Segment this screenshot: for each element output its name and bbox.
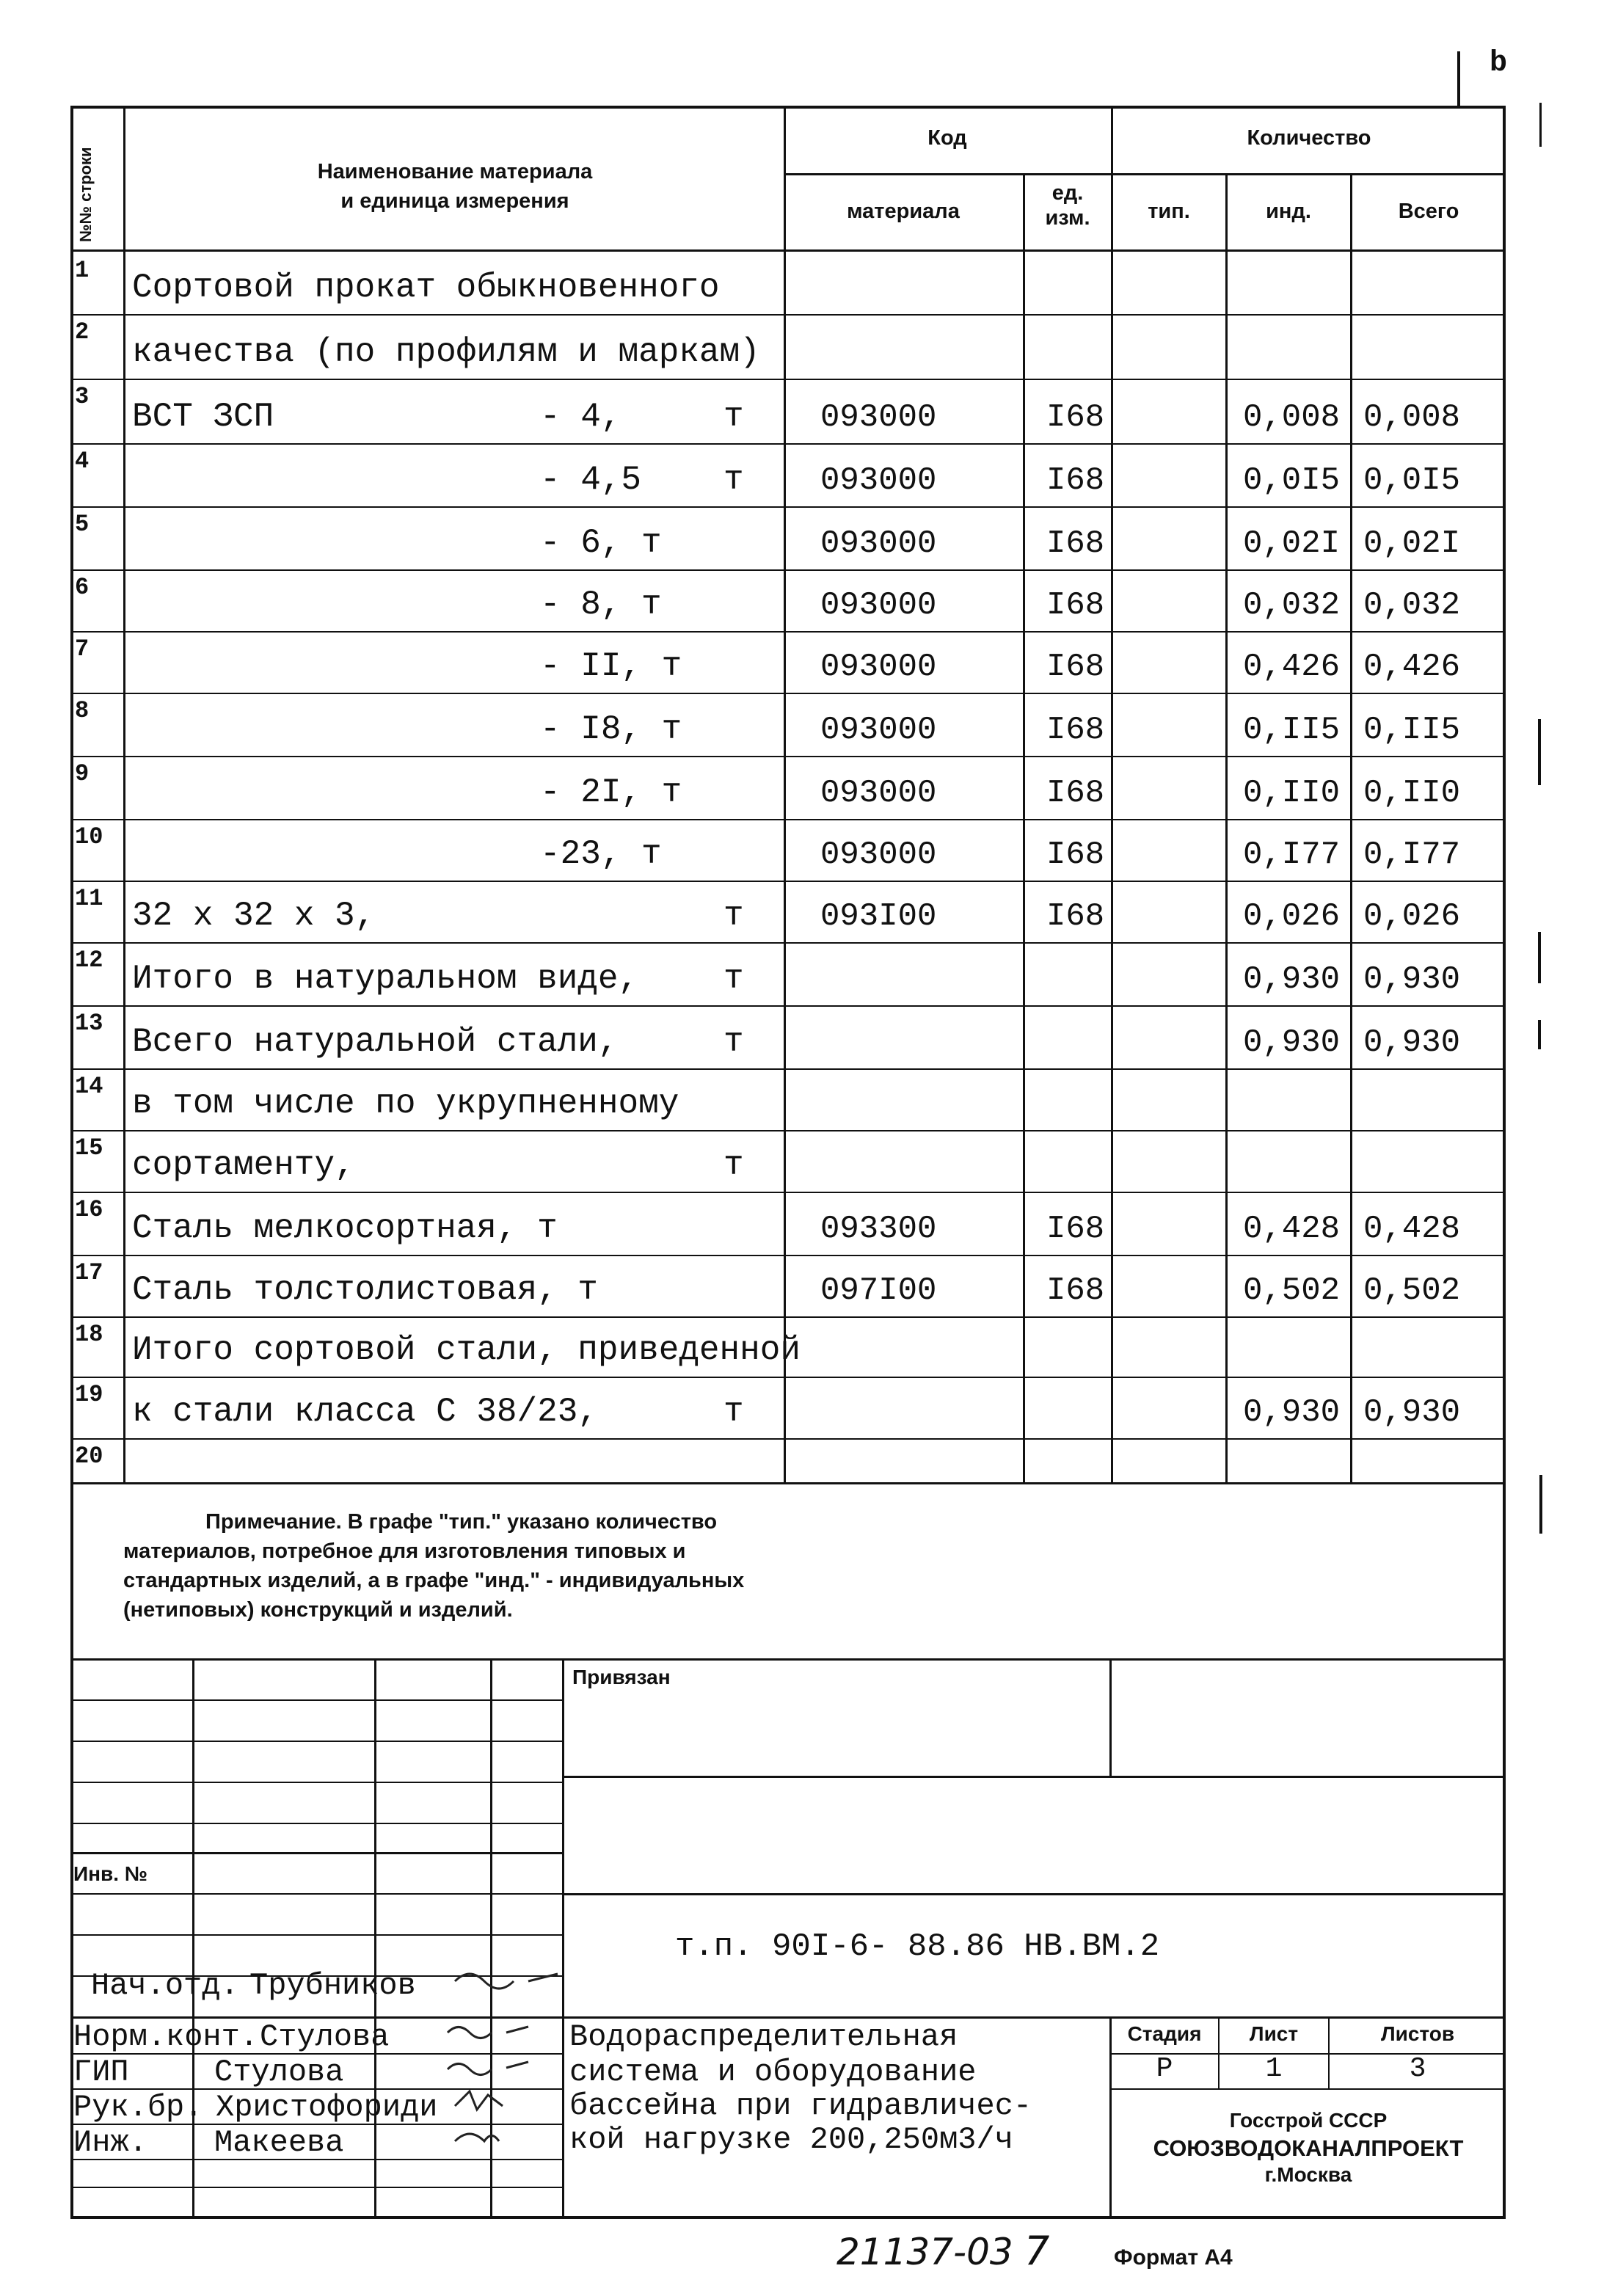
row-qty-ind: 0,032 [1243, 587, 1341, 624]
row-dimension: -23, т [540, 835, 662, 873]
row-unit: т [723, 960, 744, 998]
row-divider [70, 881, 1506, 882]
row-material-name: ВСТ ЗСП [132, 398, 274, 436]
row-number: 7 [75, 635, 90, 663]
row-number: 15 [75, 1134, 103, 1162]
stage-value: Р [1156, 2053, 1173, 2085]
row-qty-ind: 0,026 [1243, 898, 1341, 935]
row-unit: т [723, 461, 744, 499]
row-code-material: 093000 [820, 462, 937, 499]
title-line-3: бассейна при гидравличес- [569, 2088, 1032, 2124]
row-number: 12 [75, 947, 103, 974]
note-line-4: (нетиповых) конструкций и изделий. [123, 1598, 513, 1622]
row-material-name: Сталь толстолистовая, т [132, 1271, 598, 1309]
org-line-3: г.Москва [1264, 2163, 1352, 2186]
row-code-material: 097I00 [820, 1272, 937, 1309]
note-line-1: Примечание. В графе "тип." указано количество [205, 1510, 718, 1534]
row-divider [70, 631, 1506, 633]
header-code-material: материала [847, 200, 960, 223]
header-quantity: Количество [1247, 126, 1371, 150]
stage-label: Стадия [1127, 2022, 1202, 2045]
row-number: 1 [75, 257, 90, 284]
row-dimension: - I8, т [540, 710, 682, 748]
row-dimension: - II, т [540, 647, 682, 685]
row-qty-total: 0,I77 [1363, 837, 1461, 873]
sheets-label: Листов [1380, 2022, 1455, 2045]
row-number: 13 [75, 1010, 103, 1037]
row-code-material: 093000 [820, 775, 937, 812]
row-divider [70, 506, 1506, 508]
person-role-2: Норм.конт. [73, 2019, 259, 2055]
row-code-unit: I68 [1046, 587, 1105, 624]
row-qty-ind: 0,I77 [1243, 837, 1341, 873]
row-qty-ind: 0,II5 [1243, 712, 1341, 748]
row-material-name: 32 x 32 x 3, [132, 897, 376, 935]
person-name-5: Макеева [214, 2125, 344, 2160]
row-unit: т [723, 1023, 744, 1061]
row-qty-total: 0,026 [1363, 898, 1461, 935]
row-divider [70, 756, 1506, 757]
row-divider [70, 1192, 1506, 1193]
row-material-name: Всего натуральной стали, [132, 1023, 619, 1061]
row-qty-ind: 0,008 [1243, 399, 1341, 436]
row-number: 16 [75, 1196, 103, 1223]
row-code-unit: I68 [1046, 712, 1105, 748]
row-divider [70, 1068, 1506, 1070]
row-qty-total: 0,502 [1363, 1272, 1461, 1309]
row-qty-total: 0,930 [1363, 1394, 1461, 1431]
row-number: 11 [75, 885, 103, 912]
sheet-value: 1 [1265, 2053, 1283, 2085]
row-code-unit: I68 [1046, 898, 1105, 935]
row-number: 8 [75, 697, 90, 724]
row-material-name: сортаменту, [132, 1146, 355, 1184]
row-code-material: 093I00 [820, 898, 937, 935]
row-code-material: 093300 [820, 1211, 937, 1247]
header-qty-type: тип. [1148, 200, 1190, 223]
row-qty-total: 0,032 [1363, 587, 1461, 624]
row-qty-ind: 0,428 [1243, 1211, 1341, 1247]
row-divider [70, 819, 1506, 820]
row-qty-ind: 0,930 [1243, 1024, 1341, 1061]
inv-no-label: Инв. № [73, 1862, 148, 1885]
row-qty-ind: 0,502 [1243, 1272, 1341, 1309]
org-line-1: Госстрой СССР [1229, 2109, 1388, 2132]
row-qty-ind: 0,II0 [1243, 775, 1341, 812]
document-code: т.п. 90I-6- 88.86 НВ.ВМ.2 [675, 1928, 1160, 1965]
row-qty-total: 0,428 [1363, 1211, 1461, 1247]
row-divider [70, 1255, 1506, 1256]
row-material-name: качества (по профилям и маркам) [132, 333, 760, 371]
row-qty-total: 0,II0 [1363, 775, 1461, 812]
row-material-name: в том числе по укрупненному [132, 1085, 679, 1123]
sheet-label: Лист [1249, 2022, 1299, 2045]
corner-mark: b [1490, 47, 1508, 80]
row-number: 17 [75, 1259, 103, 1286]
row-unit: т [723, 1393, 744, 1431]
row-qty-total: 0,930 [1363, 961, 1461, 998]
row-code-unit: I68 [1046, 837, 1105, 873]
row-code-unit: I68 [1046, 649, 1105, 685]
row-code-material: 093000 [820, 525, 937, 562]
row-qty-ind: 0,930 [1243, 961, 1341, 998]
row-qty-total: 0,426 [1363, 649, 1461, 685]
row-qty-total: 0,0I5 [1363, 462, 1461, 499]
row-divider [70, 1005, 1506, 1007]
row-divider [70, 1377, 1506, 1378]
person-role-5: Инж. [73, 2125, 147, 2160]
row-dimension: - 4, [540, 398, 621, 436]
header-material-name: Наименование материала и единица измерения [317, 160, 593, 213]
row-qty-ind: 0,426 [1243, 649, 1341, 685]
row-number: 20 [75, 1443, 103, 1470]
row-divider [70, 693, 1506, 694]
note-line-2: материалов, потребное для изготовления типовых и [123, 1539, 686, 1563]
row-number: 10 [75, 823, 103, 850]
row-divider [70, 379, 1506, 380]
row-unit: т [723, 1146, 744, 1184]
note-line-3: стандартных изделий, а в графе "инд." - индивидуальных [123, 1569, 745, 1592]
row-number: 2 [75, 318, 90, 346]
person-role-3: ГИП [73, 2055, 129, 2090]
person-role-4: Рук.бр. [73, 2090, 203, 2125]
row-divider [70, 569, 1506, 571]
row-number: 9 [75, 760, 90, 787]
header-qty-ind: инд. [1266, 200, 1311, 223]
row-qty-total: 0,930 [1363, 1024, 1461, 1061]
row-code-unit: I68 [1046, 1272, 1105, 1309]
row-number: 6 [75, 574, 90, 601]
row-number: 5 [75, 511, 90, 538]
row-code-material: 093000 [820, 649, 937, 685]
org-line-2: СОЮЗВОДОКАНАЛПРОЕКТ [1153, 2135, 1464, 2161]
person-name-4: Христофориди [216, 2090, 438, 2125]
person-name-2: Стулова [260, 2019, 390, 2055]
row-divider [70, 942, 1506, 944]
row-material-name: Сортовой прокат обыкновенного [132, 269, 720, 307]
row-material-name: Итого в натуральном виде, [132, 960, 639, 998]
row-dimension: - 4,5 [540, 461, 642, 499]
person-name-1: Трубников [249, 1968, 416, 2003]
row-divider [70, 1130, 1506, 1131]
footer-page: 7 [1024, 2228, 1050, 2274]
row-divider [70, 1316, 1506, 1318]
row-code-material: 093000 [820, 837, 937, 873]
row-unit: т [723, 897, 744, 935]
header-row-no: №№ строки [76, 147, 95, 242]
person-name-3: Стулова [214, 2055, 344, 2090]
row-dimension: - 8, т [540, 586, 662, 624]
header-code: Код [927, 126, 967, 150]
row-code-unit: I68 [1046, 1211, 1105, 1247]
row-unit: т [723, 398, 744, 436]
row-qty-ind: 0,930 [1243, 1394, 1341, 1431]
row-code-material: 093000 [820, 399, 937, 436]
title-line-2: система и оборудование [569, 2055, 977, 2090]
row-divider [70, 1438, 1506, 1440]
row-qty-total: 0,II5 [1363, 712, 1461, 748]
row-code-unit: I68 [1046, 462, 1105, 499]
row-qty-total: 0,02I [1363, 525, 1461, 562]
row-number: 3 [75, 383, 90, 410]
row-qty-ind: 0,02I [1243, 525, 1341, 562]
header-qty-total: Всего [1398, 200, 1459, 223]
row-qty-ind: 0,0I5 [1243, 462, 1341, 499]
footer-format: Формат А4 [1114, 2245, 1233, 2270]
row-dimension: - 2I, т [540, 773, 682, 812]
sheets-value: 3 [1409, 2053, 1426, 2085]
row-material-name: к стали класса С 38/23, [132, 1393, 598, 1431]
row-material-name: Итого сортовой стали, приведенной [132, 1331, 801, 1369]
row-number: 14 [75, 1073, 103, 1100]
row-material-name: Сталь мелкосортная, т [132, 1209, 558, 1247]
row-code-material: 093000 [820, 587, 937, 624]
footer-number: 21137-03 [836, 2231, 1013, 2273]
row-code-material: 093000 [820, 712, 937, 748]
row-qty-total: 0,008 [1363, 399, 1461, 436]
row-number: 19 [75, 1381, 103, 1408]
privyazan-label: Привязан [572, 1666, 671, 1688]
header-code-unit: ед. изм. [1045, 181, 1090, 230]
row-number: 18 [75, 1321, 103, 1348]
title-line-4: кой нагрузке 200,250м3/ч [569, 2122, 1013, 2157]
row-number: 4 [75, 448, 90, 475]
row-code-unit: I68 [1046, 399, 1105, 436]
person-role-1: Нач.отд. [91, 1968, 239, 2003]
row-divider [70, 443, 1506, 445]
row-code-unit: I68 [1046, 525, 1105, 562]
row-dimension: - 6, т [540, 524, 662, 562]
row-code-unit: I68 [1046, 775, 1105, 812]
title-line-1: Водораспределительная [569, 2019, 958, 2055]
row-divider [70, 314, 1506, 316]
